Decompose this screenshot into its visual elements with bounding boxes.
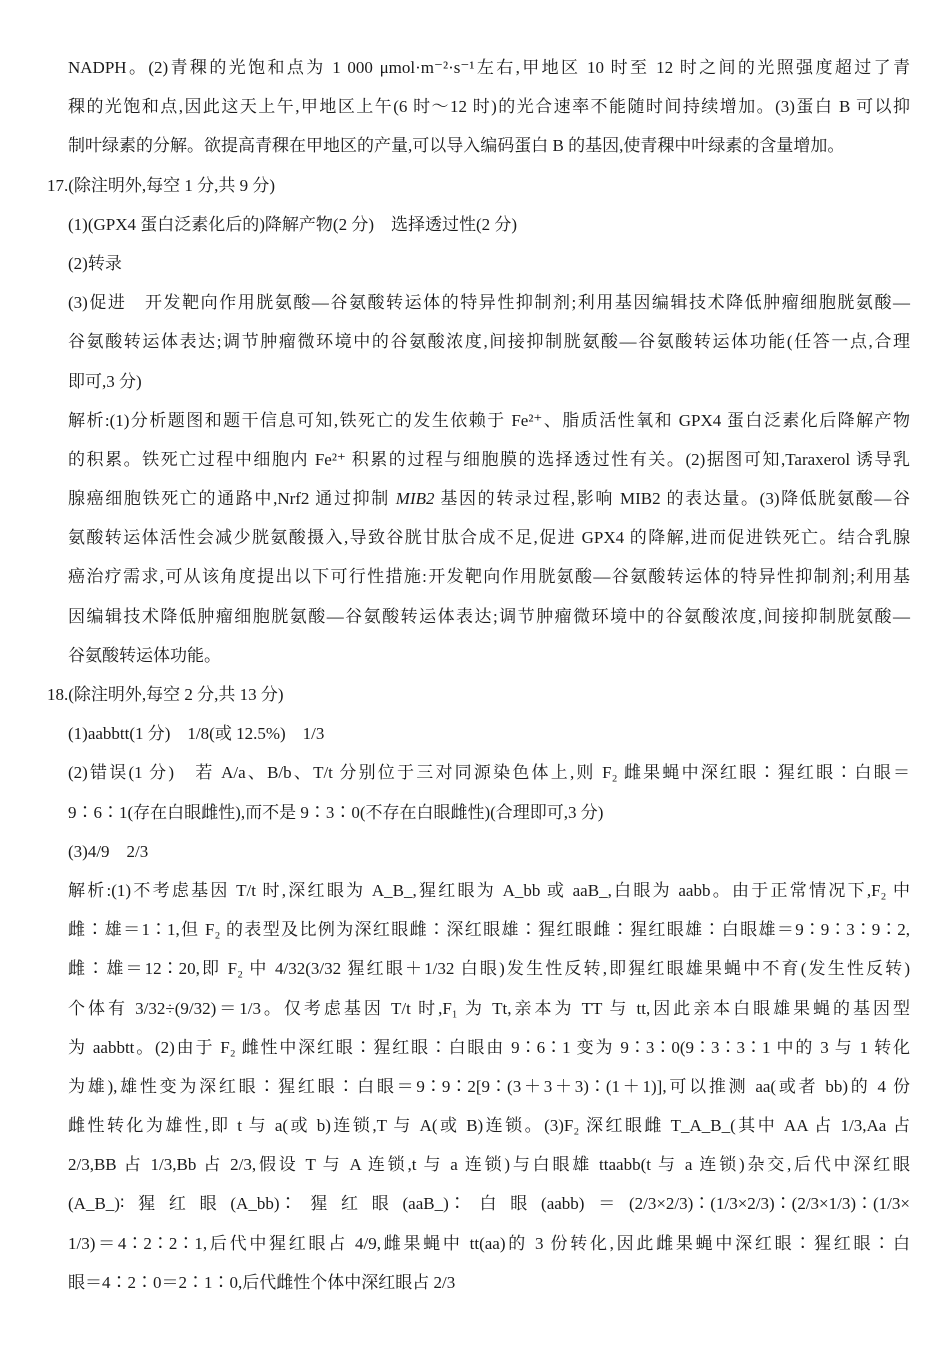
q17-analysis-text: 基因的转录过程,影响 MIB2 的表达量。(3)降低胱氨酸—谷: [434, 489, 910, 509]
q17-analysis-text: 腺癌细胞铁死亡的通路中,Nrf2 通过抑制: [68, 489, 396, 509]
q17-answer-line: (1)(GPX4 蛋白泛素化后的)降解产物(2 分) 选择透过性(2 分): [68, 214, 518, 234]
q17-answer-line: (3)促进 开发靶向作用胱氨酸—谷氨酸转运体的特异性抑制剂;利用基因编辑技术降低肿瘤细胞胱氨酸—: [68, 293, 910, 313]
q17-analysis-line: 因编辑技术降低肿瘤细胞胱氨酸—谷氨酸转运体表达;调节肿瘤微环境中的谷氨酸浓度,间接抑制胱氨酸—: [68, 606, 910, 626]
q18-analysis-line: 为雄),雄性变为深红眼∶猩红眼∶白眼＝9∶9∶2[9∶(3＋3＋3)∶(1＋1)],可以推测 aa(或者 bb)的 4 份: [68, 1076, 910, 1096]
q17-answer-line: 谷氨酸转运体表达;调节肿瘤微环境中的谷氨酸浓度,间接抑制胱氨酸—谷氨酸转运体功能(任答一点,合理: [68, 332, 910, 352]
q18-analysis-line: 雌∶雄＝1∶1,但 F₂ 的表型及比例为深红眼雌∶深红眼雄∶猩红眼雌∶猩红眼雄∶白眼雄＝9∶9∶3∶9∶2,: [68, 920, 910, 940]
q17-analysis-line: 癌治疗需求,可从该角度提出以下可行性措施:开发靶向作用胱氨酸—谷氨酸转运体的特异性抑制剂;利用基: [68, 567, 910, 587]
q18-analysis-line: (A_B_)∶猩红眼(A_bb)∶猩红眼(aaB_)∶白眼(aabb)＝(2/3×2/3)∶(1/3×2/3)∶(2/3×1/3)∶(1/3×: [68, 1194, 910, 1214]
q18-answer-line: 9∶6∶1(存在白眼雌性),而不是 9∶3∶0(不存在白眼雌性)(合理即可,3 分): [68, 802, 604, 822]
q17-answer-line: 即可,3 分): [68, 371, 142, 391]
prev-analysis-line: 稞的光饱和点,因此这天上午,甲地区上午(6 时～12 时)的光合速率不能随时间持续增加。(3)蛋白 B 可以抑: [68, 97, 910, 117]
prev-analysis-line: 制叶绿素的分解。欲提高青稞在甲地区的产量,可以导入编码蛋白 B 的基因,使青稞中叶绿素的含量增加。: [68, 136, 845, 156]
q17-number: 17.: [47, 175, 69, 195]
q18-analysis-line: 为 aabbtt。(2)由于 F₂ 雌性中深红眼∶猩红眼∶白眼由 9∶6∶1 变为 9∶3∶0(9∶3∶3∶1 中的 3 与 1 转化: [68, 1037, 910, 1057]
q18-number: 18.: [47, 685, 69, 704]
prev-analysis-line: NADPH。(2)青稞的光饱和点为 1 000 μmol·m⁻²·s⁻¹左右,甲地区 10 时至 12 时之间的光照强度超过了青: [68, 58, 910, 77]
q18-analysis-line: 解析:(1)不考虑基因 T/t 时,深红眼为 A_B_,猩红眼为 A_bb 或 aaB_,白眼为 aabb。由于正常情况下,F₂ 中: [68, 880, 910, 900]
q18-scoring-note: (除注明外,每空 2 分,共 13 分): [68, 685, 284, 704]
q18-analysis-line: 2/3,BB 占 1/3,Bb 占 2/3,假设 T 与 A 连锁,t 与 a 连锁)与白眼雄 ttaabb(t 与 a 连锁)杂交,后代中深红眼: [68, 1155, 910, 1175]
q17-analysis-line: [68, 479, 910, 518]
q17-scoring-note: (除注明外,每空 1 分,共 9 分): [68, 175, 276, 195]
q17-heading: [47, 166, 910, 205]
q18-answer-line: (3)4/9 2/3: [68, 841, 149, 861]
q17-analysis-line: 解析:(1)分析题图和题干信息可知,铁死亡的发生依赖于 Fe²⁺、脂质活性氧和 GPX4 蛋白泛素化后降解产物: [68, 410, 910, 430]
q18-analysis-line: 雌∶雄＝12∶20,即 F₂ 中 4/32(3/32 猩红眼＋1/32 白眼)发生性反转,即猩红眼雄果蝇中不育(发生性反转): [68, 959, 910, 979]
q17-analysis-line: 谷氨酸转运体功能。: [68, 645, 221, 665]
q18-analysis-line: 雌性转化为雄性,即 t 与 a(或 b)连锁,T 与 A(或 B)连锁。(3)F₂ 深红眼雌 T_A_B_(其中 AA 占 1/3,Aa 占: [68, 1116, 910, 1136]
q18-answer-line: (2)错误(1 分) 若 A/a、B/b、T/t 分别位于三对同源染色体上,则 F₂ 雌果蝇中深红眼∶猩红眼∶白眼＝: [68, 763, 910, 783]
q18-heading: [47, 675, 910, 714]
q18-analysis-line: 个体有 3/32÷(9/32)＝1/3。仅考虑基因 T/t 时,F₁ 为 Tt,亲本为 TT 与 tt,因此亲本白眼雄果蝇的基因型: [68, 998, 910, 1018]
q17-answer-line: (2)转录: [68, 253, 122, 273]
q18-analysis-line: 1/3)＝4∶2∶2∶1,后代中猩红眼占 4/9,雌果蝇中 tt(aa)的 3 份转化,因此雌果蝇中深红眼∶猩红眼∶白: [68, 1233, 910, 1253]
q18-analysis-line-clipped: 眼＝4∶2∶0＝2∶1∶0,后代雌性个体中深红眼占 2/3: [68, 1272, 456, 1292]
gene-name-italic: MIB2: [395, 489, 435, 509]
q18-answer-line: (1)aabbtt(1 分) 1/8(或 12.5%) 1/3: [68, 724, 325, 744]
q17-analysis-line: 的积累。铁死亡过程中细胞内 Fe²⁺ 积累的过程与细胞膜的选择透过性有关。(2)据图可知,Taraxerol 诱导乳: [68, 449, 910, 469]
q17-analysis-line: 氨酸转运体活性会减少胱氨酸摄入,导致谷胱甘肽合成不足,促进 GPX4 的降解,进而促进铁死亡。结合乳腺: [68, 528, 910, 548]
